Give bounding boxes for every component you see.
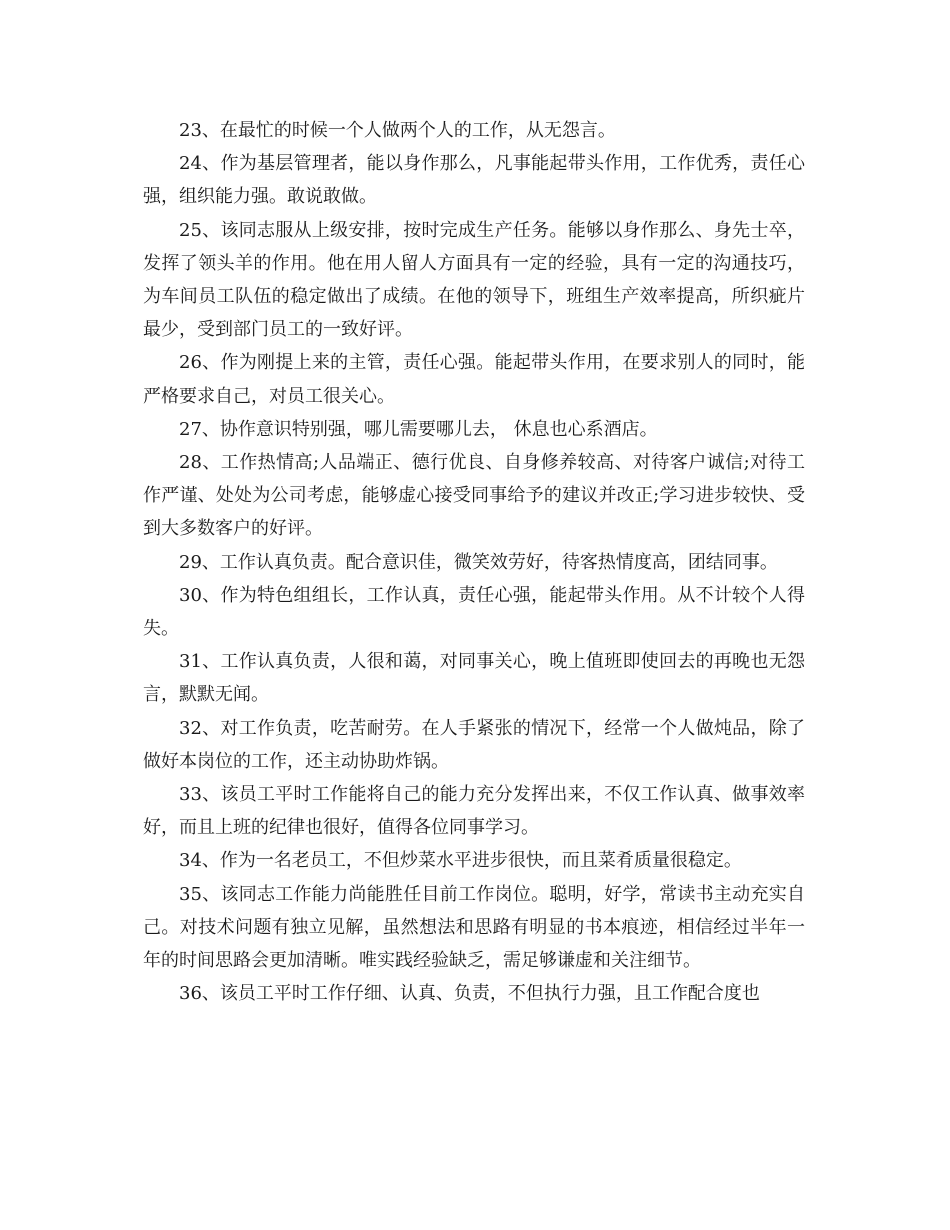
- paragraph-28: 28、工作热情高;人品端正、德行优良、自身修养较高、对待客户诚信;对待工作严谨、处处为公司考虑，能够虚心接受同事给予的建议并改正;学习进步较快、受到大多数客户的好评。: [143, 452, 805, 540]
- paragraph-29: 29、工作认真负责。配合意识佳，微笑效劳好，待客热情度高，团结同事。: [179, 551, 778, 573]
- paragraph-31: 31、工作认真负责，人很和蔼，对同事关心，晚上值班即使回去的再晚也无怨言，默默无闻。: [143, 651, 805, 706]
- paragraph-35: 35、该同志工作能力尚能胜任目前工作岗位。聪明，好学，常读书主动充实自己。对技术问题有独立见解，虽然想法和思路有明显的书本痕迹，相信经过半年一年的时间思路会更加清晰。唯实践经验缺乏，需足够谦虚和关注细节。: [143, 883, 805, 972]
- paragraph-25: 25、该同志服从上级安排，按时完成生产任务。能够以身作那么、身先士卒，发挥了领头羊的作用。他在用人留人方面具有一定的经验，具有一定的沟通技巧，为车间员工队伍的稳定做出了成绩。在他的领导下，班组生产效率提高，所织疵片最少，受到部门员工的一致好评。: [143, 219, 805, 341]
- paragraph-32: 32、对工作负责，吃苦耐劳。在人手紧张的情况下，经常一个人做炖品，除了做好本岗位的工作，还主动协助炸锅。: [143, 717, 805, 772]
- paragraph-24: 24、作为基层管理者，能以身作那么，凡事能起带头作用，工作优秀，责任心强，组织能力强。敢说敢做。: [143, 153, 805, 208]
- paragraph-23: 23、在最忙的时候一个人做两个人的工作，从无怨言。: [179, 120, 616, 141]
- paragraph-27: 27、协作意识特别强，哪儿需要哪儿去， 休息也心系酒店。: [179, 418, 658, 440]
- paragraph-30: 30、作为特色组组长，工作认真，责任心强，能起带头作用。从不计较个人得失。: [143, 584, 805, 640]
- document-body: [143, 114, 805, 1010]
- paragraph-33: 33、该员工平时工作能将自己的能力充分发挥出来，不仅工作认真、做事效率好，而且上班的纪律也很好，值得各位同事学习。: [143, 784, 805, 839]
- paragraph-34: 34、作为一名老员工，不但炒菜水平进步很快，而且菜肴质量很稳定。: [179, 850, 742, 872]
- paragraph-36: 36、该员工平时工作仔细、认真、负责，不但执行力强，且工作配合度也: [179, 983, 760, 1005]
- paragraph-26: 26、作为刚提上来的主管，责任心强。能起带头作用，在要求别人的同时，能严格要求自己，对员工很关心。: [143, 352, 805, 407]
